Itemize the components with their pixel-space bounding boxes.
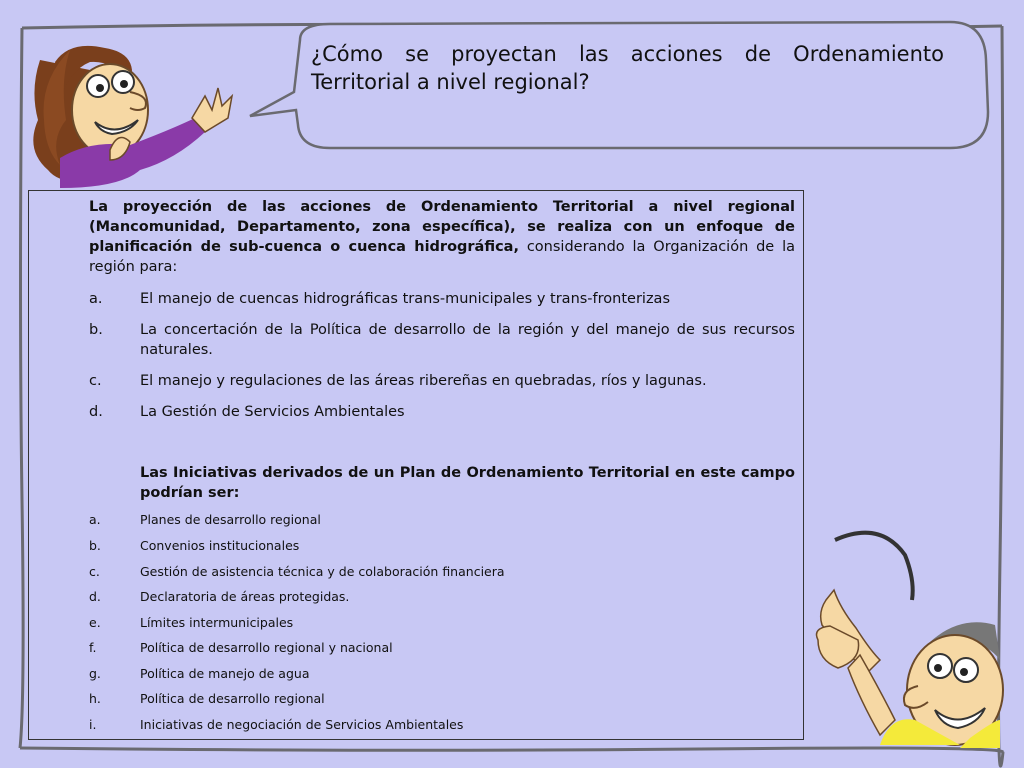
- list-item-letter: b.: [89, 322, 103, 338]
- list-item-letter: a.: [89, 512, 101, 527]
- list-item-text: Iniciativas de negociación de Servicios Ambientales: [140, 717, 464, 732]
- list-item-text: Límites intermunicipales: [140, 615, 294, 630]
- list-item-letter: f.: [89, 640, 97, 655]
- list-item-letter: c.: [89, 564, 100, 579]
- list-item-letter: i.: [89, 717, 97, 732]
- list-item-text: La concertación de la Política de desarrollo de la región y del manejo de sus recursos naturales.: [140, 322, 795, 358]
- list-item-text: Gestión de asistencia técnica y de colaboración financiera: [140, 564, 505, 579]
- list-item-text: El manejo y regulaciones de las áreas ribereñas en quebradas, ríos y lagunas.: [140, 373, 707, 389]
- list-item-letter: e.: [89, 615, 101, 630]
- question-title: ¿Cómo se proyectan las acciones de Ordenamiento Territorial a nivel regional?: [311, 42, 944, 94]
- list-item: [89, 691, 795, 707]
- list-item: [89, 402, 795, 422]
- list-item-letter: g.: [89, 666, 101, 681]
- man-cartoon-icon: [817, 590, 1004, 748]
- list-item-letter: d.: [89, 589, 101, 604]
- list-item-letter: b.: [89, 538, 101, 553]
- list-item: [89, 320, 795, 360]
- woman-cartoon-icon: [33, 46, 232, 188]
- intro-bold: La proyección de las acciones de Ordenamiento Territorial a nivel regional (Mancomunidad, Departamento, zona específica), se realiza con un enfoque de planificación de sub-cuenca o cuenca hidrográfica,: [89, 199, 795, 255]
- list-item-text: La Gestión de Servicios Ambientales: [140, 404, 405, 420]
- frame-left-line: [20, 28, 23, 748]
- list-item: [89, 717, 795, 733]
- list-item: [89, 640, 795, 656]
- list-item: [89, 512, 795, 528]
- list-item: [89, 289, 795, 309]
- list-item-letter: a.: [89, 291, 103, 307]
- frame-bottom-line: [20, 748, 1003, 752]
- list-item: [89, 589, 795, 605]
- list-item: [89, 538, 795, 554]
- list-item: [89, 371, 795, 391]
- list-item-letter: c.: [89, 373, 102, 389]
- list-item: [89, 564, 795, 580]
- list-item-text: Política de desarrollo regional y nacional: [140, 640, 393, 655]
- list-item-text: Declaratoria de áreas protegidas.: [140, 589, 350, 604]
- intro-normal: considerando la Organización de la región para:: [89, 239, 795, 275]
- list-item-text: Planes de desarrollo regional: [140, 512, 321, 527]
- list-item-text: El manejo de cuencas hidrográficas trans-municipales y trans-fronterizas: [140, 291, 671, 307]
- list-item: [89, 666, 795, 682]
- list-item: [89, 615, 795, 631]
- initiatives-heading: Las Iniciativas derivados de un Plan de Ordenamiento Territorial en este campo podrían ser:: [140, 465, 795, 501]
- list-item-text: Convenios institucionales: [140, 538, 300, 553]
- motion-line-icon: [835, 533, 913, 600]
- list-item-letter: d.: [89, 404, 103, 420]
- list-item-text: Política de manejo de agua: [140, 666, 310, 681]
- intro-paragraph: [89, 197, 795, 277]
- list-item-letter: h.: [89, 691, 101, 706]
- list-item-text: Política de desarrollo regional: [140, 691, 325, 706]
